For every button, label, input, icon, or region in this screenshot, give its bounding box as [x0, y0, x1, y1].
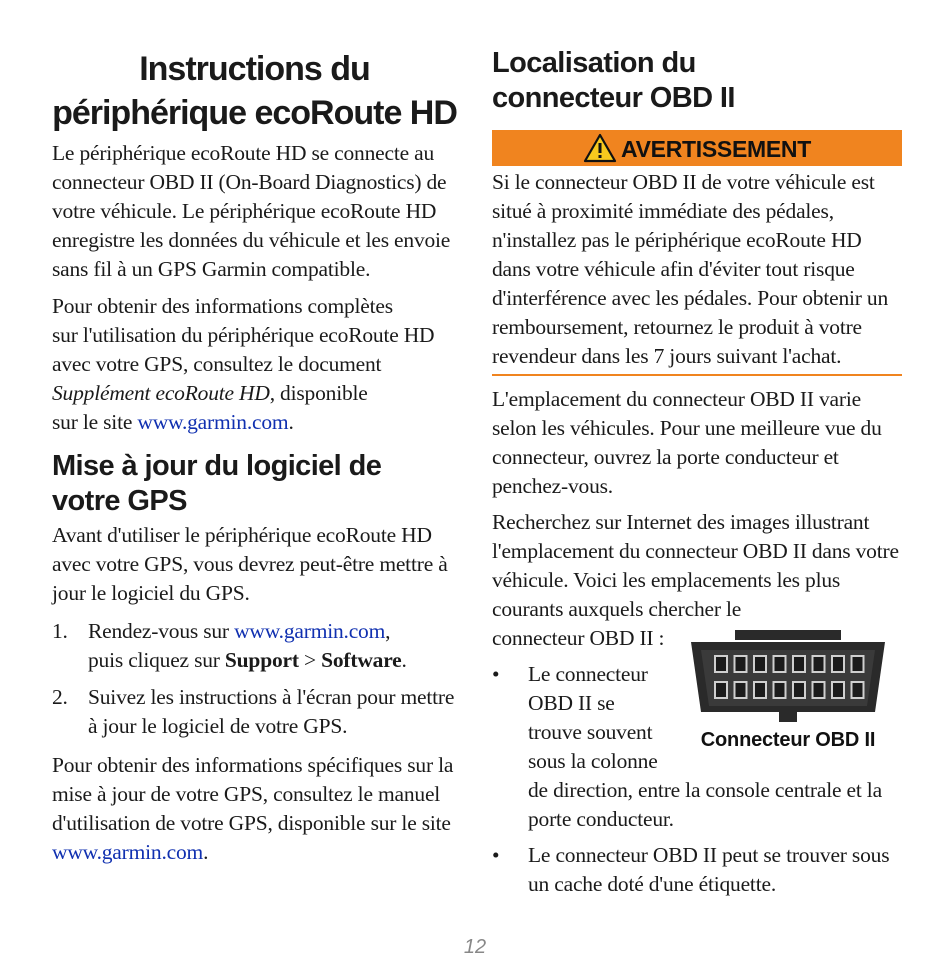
- garmin-link[interactable]: www.garmin.com: [137, 410, 289, 434]
- bullet-dot: •: [492, 662, 500, 686]
- garmin-link[interactable]: www.garmin.com: [52, 840, 204, 864]
- warning-triangle-icon: [583, 133, 617, 163]
- step-number: 1.: [52, 619, 68, 643]
- page-title-line1: Instructions du: [139, 50, 370, 88]
- page-title: [52, 47, 457, 135]
- connector-pin: [793, 682, 805, 698]
- document-title: Supplément ecoRoute HD: [52, 381, 270, 405]
- software-menu-label: Software: [321, 648, 402, 672]
- garmin-link[interactable]: www.garmin.com: [234, 619, 386, 643]
- connector-pin: [813, 682, 825, 698]
- figure-caption: Connecteur OBD II: [700, 729, 876, 751]
- search-paragraph: Recherchez sur Internet des images illustrant l'emplacement du connecteur OBD II dans votre véhicule. Voici les emplacements les plus courants auxquels chercher le connecteur OBD II :: [492, 510, 899, 650]
- page-number: 12: [463, 936, 487, 958]
- obd-connector-image: [683, 630, 893, 722]
- connector-pin: [754, 656, 766, 672]
- obd-connector-figure: [683, 630, 893, 752]
- connector-pin: [735, 656, 747, 672]
- connector-pin: [774, 656, 786, 672]
- connector-pin: [813, 656, 825, 672]
- connector-pin: [793, 656, 805, 672]
- step-1: 1. Rendez-vous sur www.garmin.com, puis cliquez sur Support > Software.: [52, 619, 407, 672]
- connector-pin: [735, 682, 747, 698]
- manual-paragraph: Pour obtenir des informations spécifiques sur la mise à jour de votre GPS, consultez le manuel d'utilisation de votre GPS, disponible sur le site www.garmin.com.: [52, 753, 454, 864]
- connector-pin: [852, 682, 864, 698]
- connector-pin: [774, 682, 786, 698]
- support-menu-label: Support: [224, 648, 299, 672]
- bullet-steering-column: • Le connecteur OBD II se trouve souvent sous la colonne de direction, entre la console centrale et la porte conducteur.: [492, 662, 882, 831]
- info-paragraph: Pour obtenir des informations complètes sur l'utilisation du périphérique ecoRoute HD avec votre GPS, consultez le document Supplément ecoRoute HD, disponible sur le site www.garmin.com.: [52, 294, 435, 434]
- bullet-dot: •: [492, 843, 500, 867]
- bullet-labeled-cover: • Le connecteur OBD II peut se trouver sous un cache doté d'une étiquette.: [492, 843, 890, 896]
- location-paragraph: L'emplacement du connecteur OBD II varie selon les véhicules. Pour une meilleure vue du connecteur, ouvrez la porte conducteur et penchez-vous.: [492, 387, 882, 498]
- warning-divider: [492, 374, 902, 376]
- page-title-line2: périphérique ecoRoute HD: [52, 94, 457, 132]
- connector-pin: [715, 656, 727, 672]
- warning-banner: [492, 130, 902, 166]
- obd-heading: Localisation du connecteur OBD II: [492, 47, 735, 114]
- connector-pin: [832, 682, 844, 698]
- update-intro-paragraph: Avant d'utiliser le périphérique ecoRoute HD avec votre GPS, vous devrez peut-être mettre à jour le logiciel du GPS.: [52, 523, 448, 605]
- right-column: [492, 0, 902, 899]
- warning-label: AVERTISSEMENT: [621, 136, 811, 162]
- connector-pin: [832, 656, 844, 672]
- step-2: 2. Suivez les instructions à l'écran pour mettre à jour le logiciel de votre GPS.: [52, 685, 455, 738]
- update-heading: Mise à jour du logiciel de votre GPS: [52, 450, 382, 517]
- connector-pin: [754, 682, 766, 698]
- step-number: 2.: [52, 685, 68, 709]
- connector-pin: [715, 682, 727, 698]
- connector-pin: [852, 656, 864, 672]
- intro-paragraph: Le périphérique ecoRoute HD se connecte au connecteur OBD II (On-Board Diagnostics) de votre véhicule. Le périphérique ecoRoute HD enregistre les données du véhicule et les envoie sans fil à un GPS Garmin compatible.: [52, 141, 451, 281]
- left-column: [52, 0, 457, 867]
- warning-text: Si le connecteur OBD II de votre véhicule est situé à proximité immédiate des pédales, n'installez pas le périphérique ecoRoute HD dans votre véhicule afin d'éviter tout risque d'interférence avec les pédales. Pour obtenir un remboursement, retournez le produit à votre revendeur dans les 7 jours suivant l'achat.: [492, 170, 889, 368]
